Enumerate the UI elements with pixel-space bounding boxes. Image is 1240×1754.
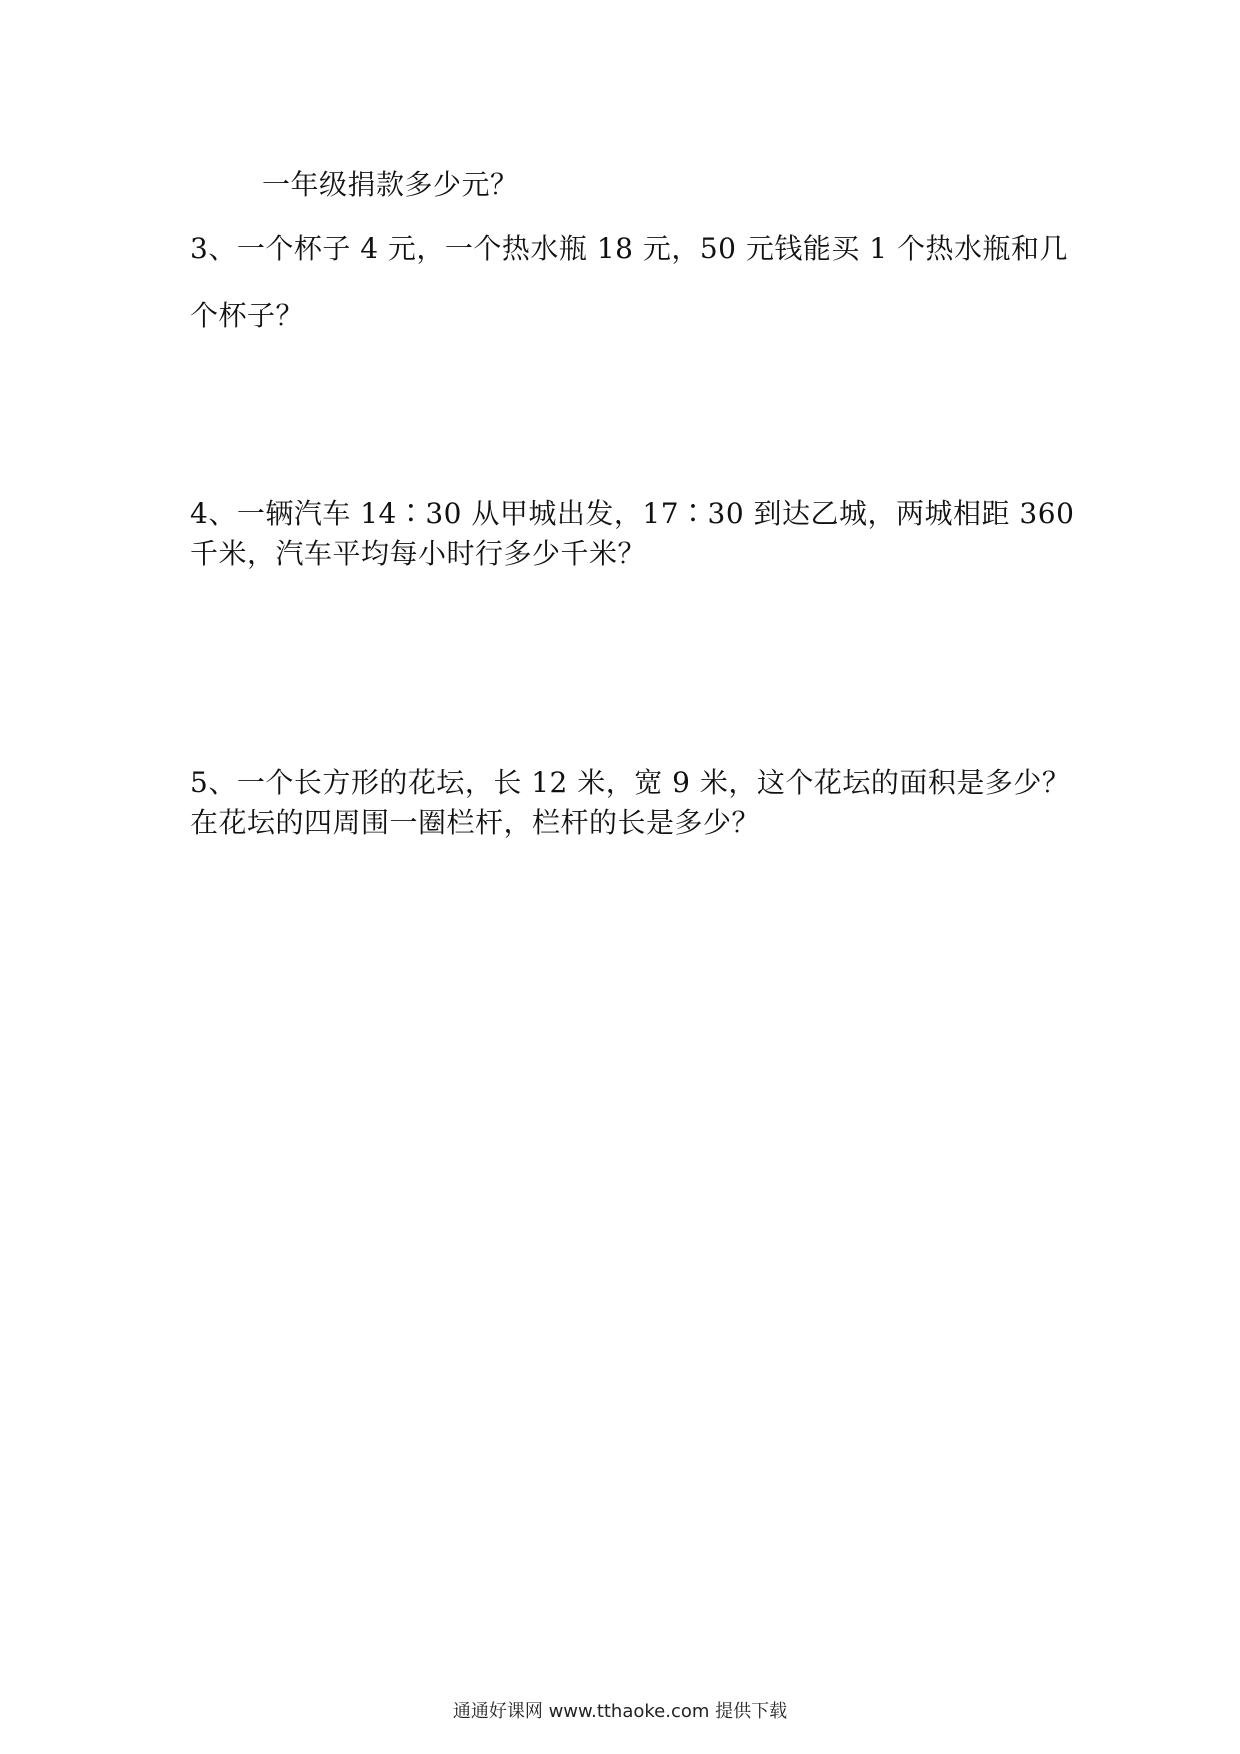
question-5-line-1: 5、一个长方形的花坛，长 12 米，宽 9 米，这个花坛的面积是多少？	[190, 766, 1071, 799]
question-4-line-1: 4、一辆汽车 14∶30 从甲城出发，17∶30 到达乙城，两城相距 360	[190, 497, 1075, 530]
footer-source-text: 通通好课网 www.tthaoke.com 提供下载	[452, 1701, 788, 1722]
question-5-line-2: 在花坛的四周围一圈栏杆，栏杆的长是多少？	[190, 806, 761, 839]
question-3-line-2: 个杯子？	[190, 299, 305, 332]
question-3-line-1: 3、一个杯子 4 元，一个热水瓶 18 元，50 元钱能买 1 个热水瓶和几	[190, 232, 1069, 265]
question-2-continuation: 一年级捐款多少元？	[262, 168, 519, 201]
question-4-line-2: 千米，汽车平均每小时行多少千米？	[190, 537, 647, 570]
